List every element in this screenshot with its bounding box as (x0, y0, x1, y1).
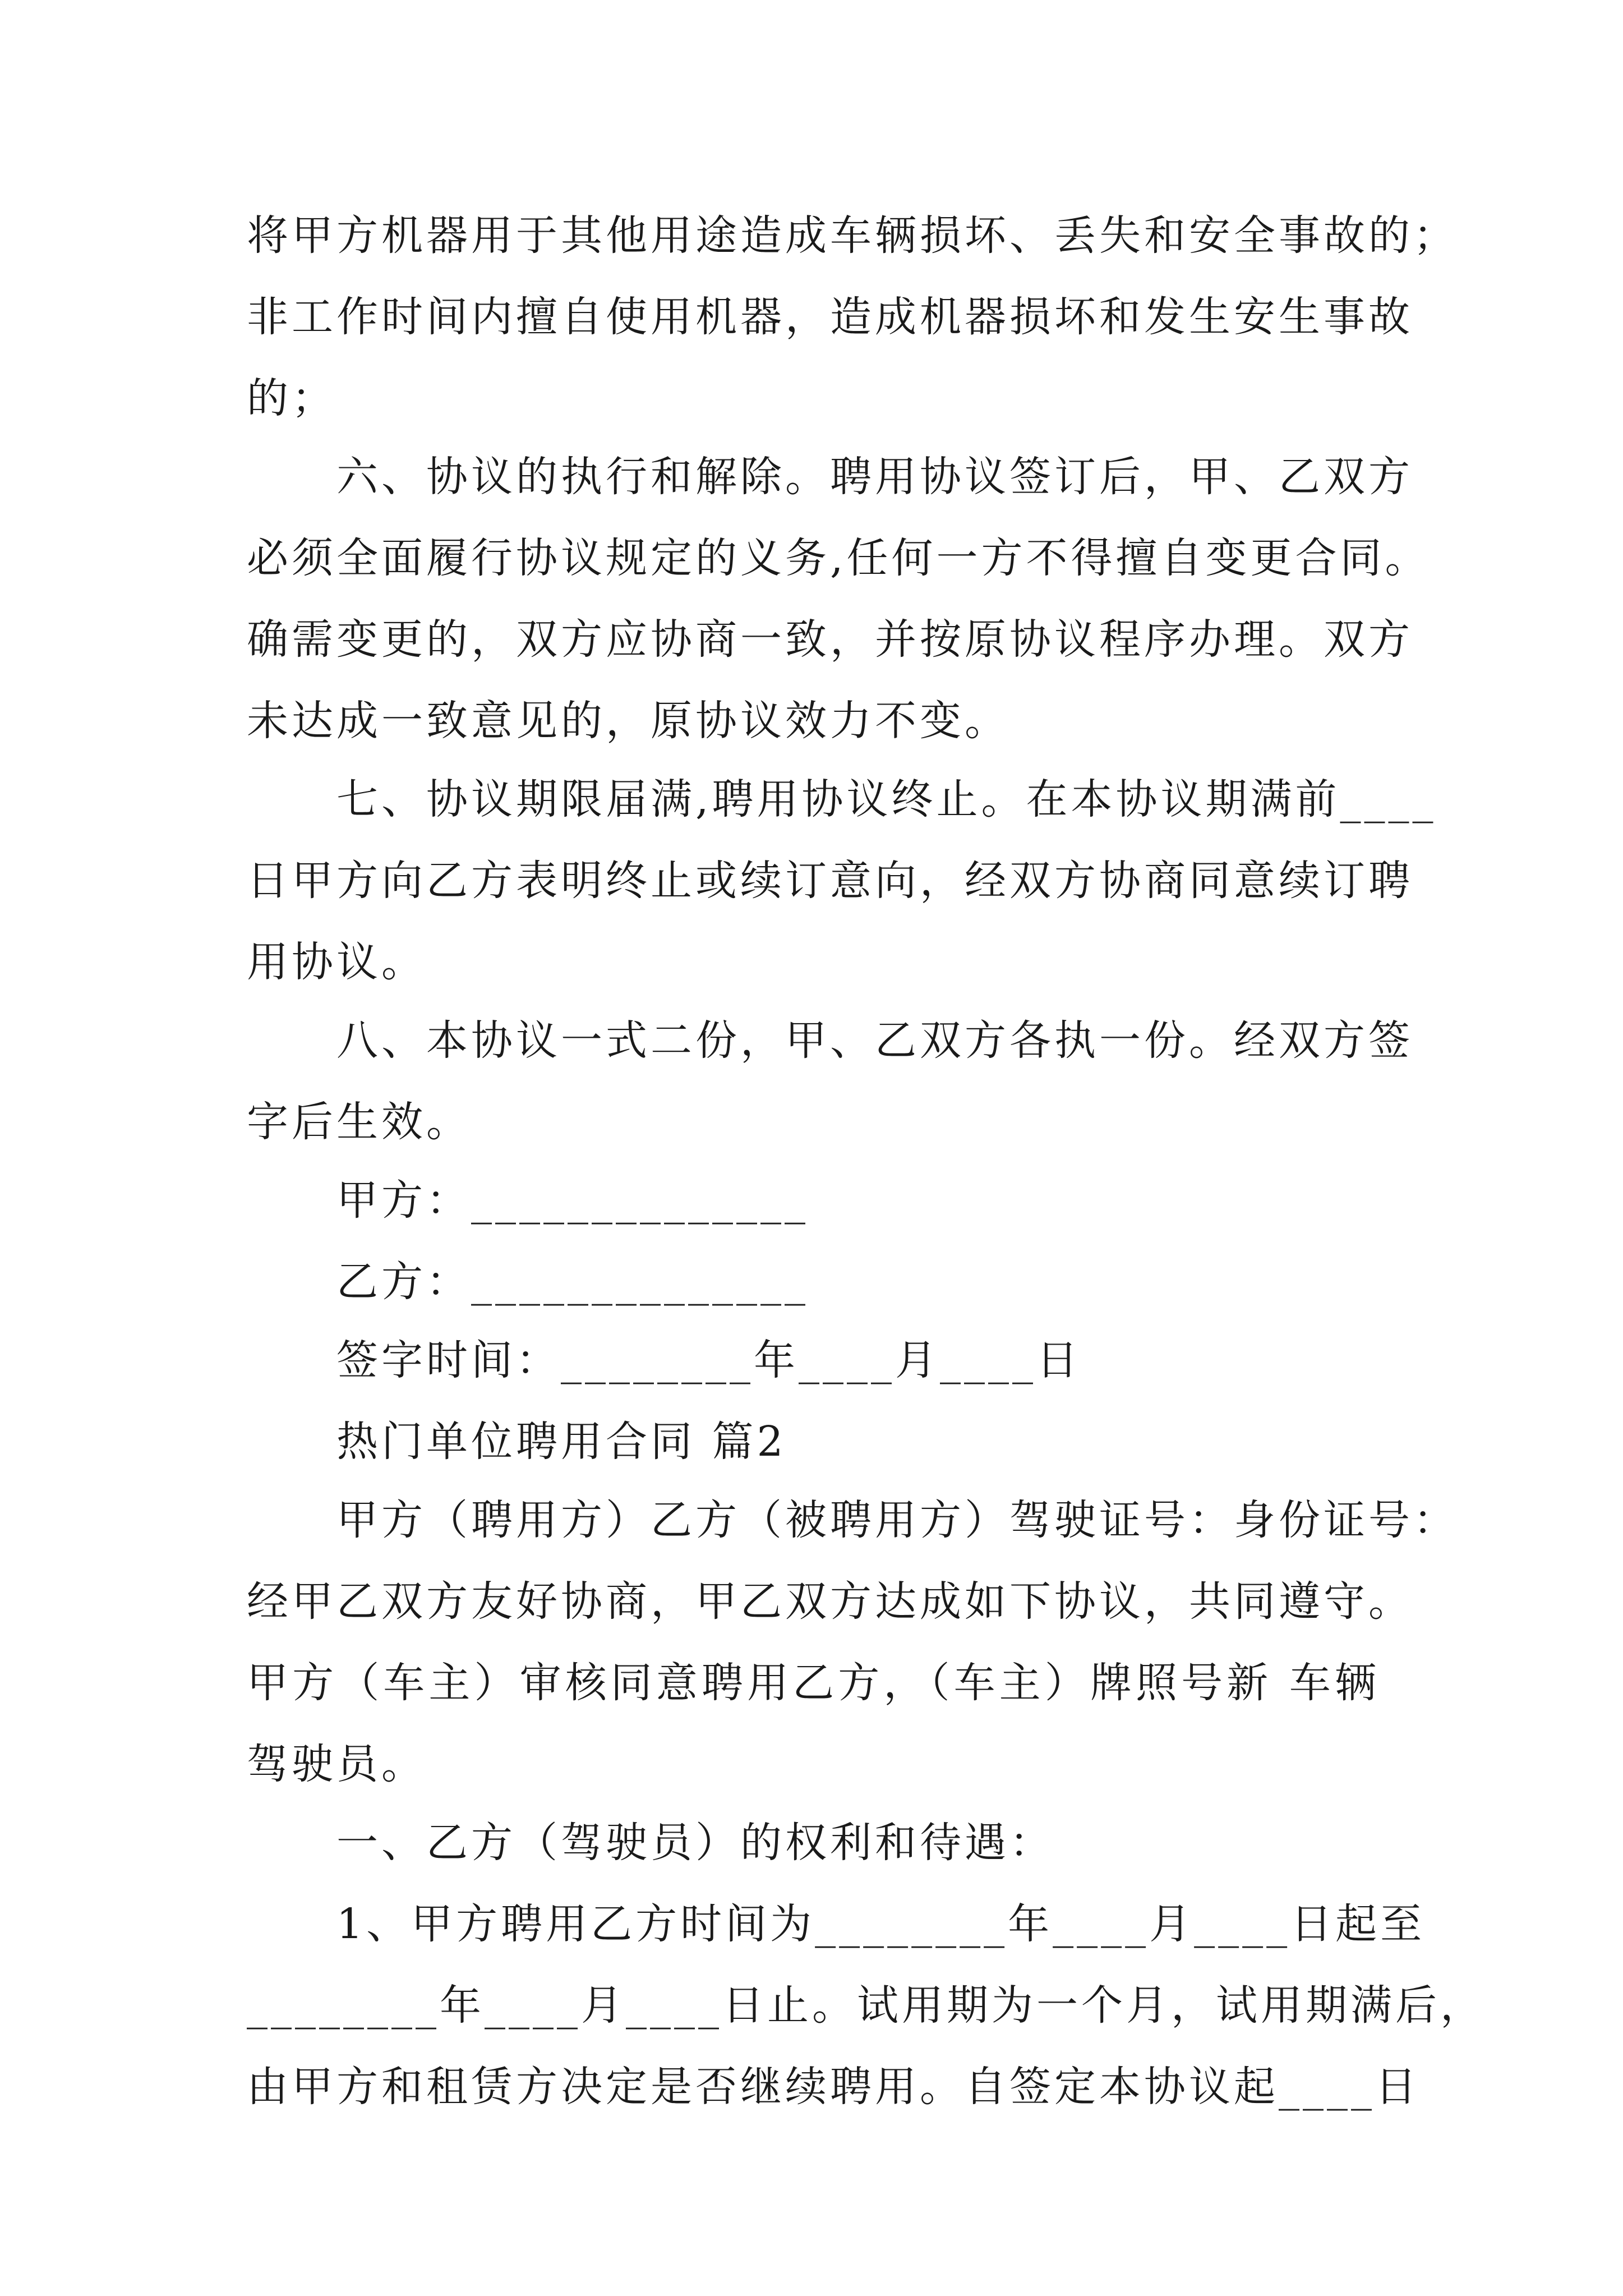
text-line: 字后生效。 (247, 1098, 471, 1146)
text-line: 经甲乙双方友好协商，甲乙双方达成如下协议，共同遵守。 (247, 1577, 1413, 1626)
party-b-signature-line: 乙方：______________ (336, 1258, 809, 1306)
text-line: 将甲方机器用于其他用途造成车辆损坏、丢失和安全事故的； (247, 211, 1458, 260)
text-line: ________年____月____日止。试用期为一个月，试用期满后， (247, 1981, 1485, 2030)
paragraph-start: 六、协议的执行和解除。聘用协议签订后，甲、乙双方 (336, 453, 1413, 501)
text-line: 由甲方和租赁方决定是否继续聘用。自签定本协议起____日 (247, 2063, 1420, 2111)
text-line: 的； (247, 374, 336, 422)
text-line: 驾驶员。 (247, 1740, 426, 1788)
text-line: 必须全面履行协议规定的义务,任何一方不得擅自变更合同。 (247, 534, 1430, 582)
text-line: 日甲方向乙方表明终止或续订意向，经双方协商同意续订聘 (247, 857, 1413, 905)
paragraph-start: 1、甲方聘用乙方时间为________年____月____日起至 (336, 1900, 1426, 1948)
text-line: 甲方（车主）审核同意聘用乙方，（车主）牌照号新 车辆 (247, 1659, 1380, 1707)
signing-date-line: 签字时间：________年____月____日 (336, 1336, 1081, 1384)
text-line: 确需变更的，双方应协商一致，并按原协议程序办理。双方 (247, 615, 1413, 664)
party-a-signature-line: 甲方：______________ (336, 1176, 809, 1225)
text-line: 未达成一致意见的，原协议效力不变。 (247, 697, 1009, 745)
clause-heading: 一、乙方（驾驶员）的权利和待遇： (336, 1819, 1054, 1867)
section-heading: 热门单位聘用合同 篇2 (336, 1418, 787, 1466)
paragraph-start: 八、本协议一式二份，甲、乙双方各执一份。经双方签 (336, 1016, 1413, 1065)
paragraph-start: 甲方（聘用方）乙方（被聘用方）驾驶证号：身份证号： (336, 1496, 1458, 1544)
text-line: 用协议。 (247, 938, 426, 986)
paragraph-start: 七、协议期限届满,聘用协议终止。在本协议期满前____ (336, 775, 1437, 823)
text-line: 非工作时间内擅自使用机器，造成机器损坏和发生安生事故 (247, 293, 1413, 341)
